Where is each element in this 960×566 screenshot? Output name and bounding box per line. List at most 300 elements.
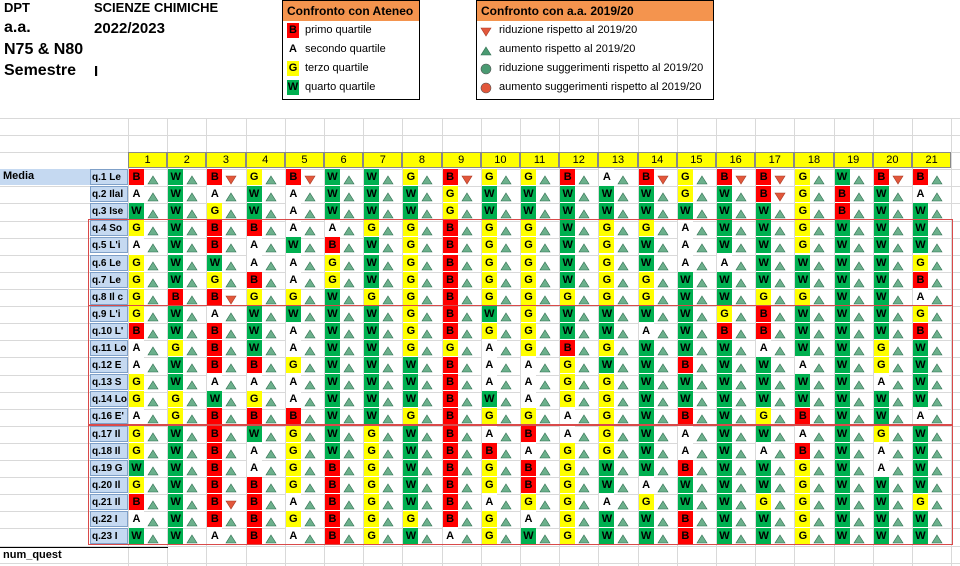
quartile-cell: G xyxy=(403,169,418,185)
up-trend-marker xyxy=(853,189,865,207)
up-triangle-icon xyxy=(853,329,865,339)
up-triangle-icon xyxy=(343,432,355,442)
up-triangle-icon xyxy=(225,209,237,219)
quartile-cell: W xyxy=(717,237,732,253)
up-triangle-icon xyxy=(657,363,669,373)
up-triangle-icon xyxy=(539,192,551,202)
quartile-cell: G xyxy=(639,494,654,510)
up-trend-marker xyxy=(500,429,512,447)
quartile-cell: W xyxy=(168,357,183,373)
quartile-cell: G xyxy=(207,203,222,219)
up-trend-marker xyxy=(265,309,277,327)
up-triangle-icon xyxy=(813,295,825,305)
up-trend-marker xyxy=(265,189,277,207)
up-trend-marker xyxy=(813,258,825,276)
quartile-cell: G xyxy=(521,289,536,305)
up-triangle-icon xyxy=(382,380,394,390)
up-triangle-icon xyxy=(421,363,433,373)
quartile-cell: B xyxy=(207,237,222,253)
up-triangle-icon xyxy=(892,295,904,305)
quartile-cell: A xyxy=(521,443,536,459)
up-triangle-icon xyxy=(696,517,708,527)
quartile-cell: A xyxy=(286,220,301,236)
quartile-cell: W xyxy=(168,511,183,527)
up-trend-marker xyxy=(853,360,865,378)
up-trend-marker xyxy=(147,240,159,258)
up-triangle-icon xyxy=(735,500,747,510)
quartile-cell: B xyxy=(443,255,458,271)
quartile-cell: W xyxy=(364,169,379,185)
up-trend-marker xyxy=(931,240,943,258)
up-triangle-icon xyxy=(931,483,943,493)
down-trend-marker xyxy=(657,172,669,190)
up-trend-marker xyxy=(461,292,473,310)
up-trend-marker xyxy=(657,463,669,481)
quartile-cell: A xyxy=(247,237,262,253)
gridline xyxy=(0,118,960,119)
quartile-cell: A xyxy=(678,426,693,442)
up-trend-marker xyxy=(539,343,551,361)
up-trend-marker xyxy=(265,223,277,241)
question-label: q.1 Le xyxy=(90,169,128,185)
up-trend-marker xyxy=(657,360,669,378)
up-trend-marker xyxy=(696,531,708,549)
up-trend-marker xyxy=(304,463,316,481)
up-triangle-icon xyxy=(186,295,198,305)
quartile-cell: W xyxy=(874,237,889,253)
up-triangle-icon xyxy=(696,329,708,339)
up-triangle-icon xyxy=(578,466,590,476)
quartile-cell: W xyxy=(835,272,850,288)
up-trend-marker xyxy=(304,309,316,327)
down-trend-marker xyxy=(225,292,237,310)
quartile-cell: G xyxy=(443,203,458,219)
up-triangle-icon xyxy=(774,261,786,271)
up-triangle-icon xyxy=(539,175,551,185)
up-trend-marker xyxy=(578,309,590,327)
up-trend-marker xyxy=(265,275,277,293)
question-label: q.8 Il c xyxy=(90,289,128,305)
up-triangle-icon xyxy=(735,534,747,544)
quartile-cell: W xyxy=(325,443,340,459)
up-triangle-icon xyxy=(421,449,433,459)
quartile-cell: W xyxy=(364,306,379,322)
quartile-cell: G xyxy=(599,443,614,459)
up-triangle-icon xyxy=(500,380,512,390)
up-trend-marker xyxy=(617,240,629,258)
up-triangle-icon xyxy=(382,363,394,373)
quartile-cell: B xyxy=(443,169,458,185)
up-trend-marker xyxy=(931,360,943,378)
quartile-cell: G xyxy=(443,186,458,202)
up-triangle-icon xyxy=(735,243,747,253)
up-triangle-icon xyxy=(461,226,473,236)
up-triangle-icon xyxy=(931,534,943,544)
up-trend-marker xyxy=(735,240,747,258)
up-trend-marker xyxy=(539,463,551,481)
up-triangle-icon xyxy=(382,175,394,185)
up-triangle-icon xyxy=(382,500,394,510)
up-triangle-icon xyxy=(500,312,512,322)
dpt-label: DPT xyxy=(4,0,30,15)
quartile-cell: W xyxy=(247,323,262,339)
up-triangle-icon xyxy=(539,226,551,236)
up-triangle-icon xyxy=(539,414,551,424)
quartile-cell: W xyxy=(678,340,693,356)
up-triangle-icon xyxy=(696,397,708,407)
up-trend-marker xyxy=(774,343,786,361)
up-trend-marker xyxy=(265,360,277,378)
up-triangle-icon xyxy=(696,466,708,476)
up-triangle-icon xyxy=(343,226,355,236)
up-triangle-icon xyxy=(421,243,433,253)
up-triangle-icon xyxy=(578,312,590,322)
quartile-cell: G xyxy=(521,272,536,288)
up-trend-marker xyxy=(617,189,629,207)
up-trend-marker xyxy=(147,429,159,447)
up-trend-marker xyxy=(343,292,355,310)
quartile-cell: W xyxy=(756,426,771,442)
up-trend-marker xyxy=(578,206,590,224)
up-trend-marker xyxy=(186,394,198,412)
up-trend-marker xyxy=(774,446,786,464)
quartile-cell: W xyxy=(913,374,928,390)
up-trend-marker xyxy=(892,531,904,549)
up-triangle-icon xyxy=(931,226,943,236)
quartile-cell: G xyxy=(286,289,301,305)
up-triangle-icon xyxy=(774,517,786,527)
up-triangle-icon xyxy=(813,534,825,544)
quartile-cell: W xyxy=(717,528,732,544)
up-triangle-icon xyxy=(657,500,669,510)
up-trend-marker xyxy=(657,411,669,429)
quartile-cell: G xyxy=(795,203,810,219)
up-trend-marker xyxy=(500,292,512,310)
up-trend-marker xyxy=(225,240,237,258)
quartile-cell: W xyxy=(403,443,418,459)
up-triangle-icon xyxy=(461,517,473,527)
quartile-cell: B xyxy=(756,306,771,322)
quartile-cell: W xyxy=(482,306,497,322)
up-trend-marker xyxy=(774,275,786,293)
up-trend-marker xyxy=(225,480,237,498)
quartile-cell: A xyxy=(247,374,262,390)
quartile-cell: A xyxy=(482,357,497,373)
quartile-cell: W xyxy=(129,203,144,219)
up-triangle-icon xyxy=(461,295,473,305)
up-triangle-icon xyxy=(225,346,237,356)
up-triangle-icon xyxy=(147,209,159,219)
up-triangle-icon xyxy=(304,226,316,236)
up-triangle-icon xyxy=(382,517,394,527)
quartile-cell: G xyxy=(795,460,810,476)
up-triangle-icon xyxy=(853,414,865,424)
legend-item-label: primo quartile xyxy=(305,24,372,36)
quartile-cell: W xyxy=(717,443,732,459)
up-triangle-icon xyxy=(931,192,943,202)
up-trend-marker xyxy=(657,258,669,276)
up-triangle-icon xyxy=(186,261,198,271)
up-trend-marker xyxy=(931,223,943,241)
column-header: 11 xyxy=(520,152,559,168)
up-triangle-icon xyxy=(578,380,590,390)
up-trend-marker xyxy=(657,240,669,258)
up-trend-marker xyxy=(735,514,747,532)
up-trend-marker xyxy=(657,394,669,412)
up-triangle-icon xyxy=(892,380,904,390)
up-triangle-icon xyxy=(461,346,473,356)
up-trend-marker xyxy=(892,326,904,344)
up-triangle-icon xyxy=(578,175,590,185)
up-triangle-icon xyxy=(813,397,825,407)
up-triangle-icon xyxy=(382,261,394,271)
quartile-cell: G xyxy=(521,340,536,356)
quartile-cell: G xyxy=(795,237,810,253)
up-trend-marker xyxy=(892,411,904,429)
up-trend-marker xyxy=(461,343,473,361)
up-trend-marker xyxy=(461,497,473,515)
quartile-cell: G xyxy=(599,255,614,271)
quartile-cell: W xyxy=(364,272,379,288)
up-trend-marker xyxy=(696,360,708,378)
up-trend-marker xyxy=(853,309,865,327)
quartile-cell: G xyxy=(521,237,536,253)
quartile-cell: W xyxy=(325,374,340,390)
up-trend-marker xyxy=(931,497,943,515)
quartile-cell: W xyxy=(560,186,575,202)
up-trend-marker xyxy=(186,309,198,327)
up-triangle-icon xyxy=(343,278,355,288)
quartile-cell: W xyxy=(795,374,810,390)
quartile-cell: W xyxy=(835,511,850,527)
quartile-cell: B xyxy=(443,460,458,476)
course-label: N75 & N80 xyxy=(4,41,84,58)
quartile-cell: W xyxy=(717,220,732,236)
question-label: q.16 E' xyxy=(90,408,128,424)
up-trend-marker xyxy=(774,309,786,327)
up-trend-marker xyxy=(186,343,198,361)
quartile-cell: A xyxy=(129,237,144,253)
up-trend-marker xyxy=(774,258,786,276)
up-trend-marker xyxy=(500,326,512,344)
up-triangle-icon xyxy=(617,226,629,236)
up-trend-marker xyxy=(500,411,512,429)
column-header: 13 xyxy=(598,152,637,168)
up-trend-marker xyxy=(265,377,277,395)
up-trend-marker xyxy=(304,480,316,498)
up-trend-marker xyxy=(461,309,473,327)
up-trend-marker xyxy=(343,309,355,327)
up-trend-marker xyxy=(382,189,394,207)
up-trend-marker xyxy=(735,377,747,395)
up-trend-marker xyxy=(265,411,277,429)
quartile-cell: W xyxy=(639,443,654,459)
up-trend-marker xyxy=(304,360,316,378)
quartile-cell: W xyxy=(639,426,654,442)
up-trend-marker xyxy=(461,206,473,224)
down-triangle-icon xyxy=(304,175,316,185)
quartile-cell: W xyxy=(717,357,732,373)
quartile-cell: G xyxy=(599,220,614,236)
quartile-cell: G xyxy=(443,340,458,356)
up-triangle-icon xyxy=(931,175,943,185)
up-trend-marker xyxy=(539,480,551,498)
quartile-cell: W xyxy=(795,255,810,271)
column-header: 19 xyxy=(834,152,873,168)
up-trend-marker xyxy=(500,275,512,293)
up-trend-marker xyxy=(382,275,394,293)
up-trend-marker xyxy=(186,377,198,395)
up-triangle-icon xyxy=(343,449,355,459)
quartile-cell: W xyxy=(678,323,693,339)
quartile-cell: B xyxy=(560,169,575,185)
up-trend-marker xyxy=(696,326,708,344)
up-triangle-icon xyxy=(147,278,159,288)
up-triangle-icon xyxy=(696,295,708,305)
up-triangle-icon xyxy=(461,449,473,459)
quartile-cell: W xyxy=(835,237,850,253)
quartile-cell: G xyxy=(168,340,183,356)
up-triangle-icon xyxy=(186,432,198,442)
quartile-cell: B xyxy=(247,220,262,236)
quartile-cell: G xyxy=(247,169,262,185)
up-trend-marker xyxy=(539,172,551,190)
up-trend-marker xyxy=(657,309,669,327)
quartile-cell: W xyxy=(835,255,850,271)
up-triangle-icon xyxy=(735,449,747,459)
up-triangle-icon xyxy=(225,329,237,339)
up-trend-marker xyxy=(500,360,512,378)
quartile-cell: G xyxy=(482,323,497,339)
up-trend-marker xyxy=(382,377,394,395)
up-triangle-icon xyxy=(578,432,590,442)
up-trend-marker xyxy=(461,360,473,378)
quartile-cell: W xyxy=(403,477,418,493)
up-triangle-icon xyxy=(539,278,551,288)
up-trend-marker xyxy=(461,463,473,481)
up-trend-marker xyxy=(813,206,825,224)
quartile-cell: W xyxy=(325,391,340,407)
up-trend-marker xyxy=(382,292,394,310)
up-trend-marker xyxy=(461,275,473,293)
up-trend-marker xyxy=(304,343,316,361)
up-triangle-icon xyxy=(578,534,590,544)
quartile-cell: G xyxy=(678,169,693,185)
quartile-cell: B xyxy=(207,511,222,527)
up-trend-marker xyxy=(186,360,198,378)
up-trend-marker xyxy=(225,463,237,481)
up-trend-marker xyxy=(892,463,904,481)
up-triangle-icon xyxy=(461,209,473,219)
quartile-cell: A xyxy=(678,255,693,271)
up-trend-marker xyxy=(735,206,747,224)
up-triangle-icon xyxy=(813,466,825,476)
question-label: q.2 Ilal xyxy=(90,186,128,202)
up-triangle-icon xyxy=(480,46,492,56)
quartile-cell: B xyxy=(325,237,340,253)
up-trend-marker xyxy=(892,360,904,378)
up-triangle-icon xyxy=(382,449,394,459)
up-trend-marker xyxy=(539,309,551,327)
up-trend-marker xyxy=(382,326,394,344)
up-triangle-icon xyxy=(147,517,159,527)
down-triangle-icon xyxy=(657,175,669,185)
quartile-cell: A xyxy=(795,357,810,373)
up-triangle-icon xyxy=(774,483,786,493)
up-triangle-icon xyxy=(461,312,473,322)
up-trend-marker xyxy=(265,480,277,498)
up-trend-marker xyxy=(265,497,277,515)
up-triangle-icon xyxy=(225,534,237,544)
quartile-cell: G xyxy=(286,511,301,527)
up-trend-marker xyxy=(186,411,198,429)
up-triangle-icon xyxy=(813,175,825,185)
up-trend-marker xyxy=(265,206,277,224)
quartile-cell: G xyxy=(795,186,810,202)
quartile-cell: B xyxy=(874,169,889,185)
up-triangle-icon xyxy=(813,329,825,339)
legend-item-label: aumento rispetto al 2019/20 xyxy=(499,43,636,55)
up-trend-marker xyxy=(774,411,786,429)
quartile-cell: W xyxy=(364,323,379,339)
up-trend-marker xyxy=(853,411,865,429)
up-trend-marker xyxy=(578,429,590,447)
quartile-cell: B xyxy=(247,511,262,527)
up-trend-marker xyxy=(147,309,159,327)
up-trend-marker xyxy=(539,292,551,310)
quartile-cell: W xyxy=(874,494,889,510)
quartile-cell: A xyxy=(129,357,144,373)
up-triangle-icon xyxy=(382,329,394,339)
quartile-cell: A xyxy=(795,426,810,442)
up-trend-marker xyxy=(539,531,551,549)
up-triangle-icon xyxy=(774,500,786,510)
up-trend-marker xyxy=(774,223,786,241)
up-trend-marker xyxy=(696,275,708,293)
up-trend-marker xyxy=(500,480,512,498)
up-triangle-icon xyxy=(578,517,590,527)
up-trend-marker xyxy=(186,514,198,532)
up-triangle-icon xyxy=(617,278,629,288)
quartile-cell: B xyxy=(678,460,693,476)
quartile-cell: G xyxy=(521,255,536,271)
up-trend-marker xyxy=(892,275,904,293)
quartile-cell: W xyxy=(717,511,732,527)
up-triangle-icon xyxy=(461,397,473,407)
up-triangle-icon xyxy=(657,534,669,544)
quartile-cell: W xyxy=(678,289,693,305)
column-header: 5 xyxy=(285,152,324,168)
media-label: Media xyxy=(3,170,35,182)
quartile-cell: G xyxy=(913,306,928,322)
quartile-cell: W xyxy=(913,203,928,219)
quartile-cell: B xyxy=(207,289,222,305)
quartile-cell: G xyxy=(129,426,144,442)
quartile-cell: B xyxy=(207,408,222,424)
up-triangle-icon xyxy=(186,312,198,322)
quartile-cell: W xyxy=(403,426,418,442)
up-triangle-icon xyxy=(186,346,198,356)
up-triangle-icon xyxy=(853,500,865,510)
down-triangle-icon xyxy=(225,295,237,305)
quartile-cell: W xyxy=(913,237,928,253)
up-triangle-icon xyxy=(304,363,316,373)
up-triangle-icon xyxy=(304,312,316,322)
up-triangle-icon xyxy=(892,312,904,322)
up-triangle-icon xyxy=(578,397,590,407)
up-triangle-icon xyxy=(578,363,590,373)
up-trend-marker xyxy=(931,514,943,532)
